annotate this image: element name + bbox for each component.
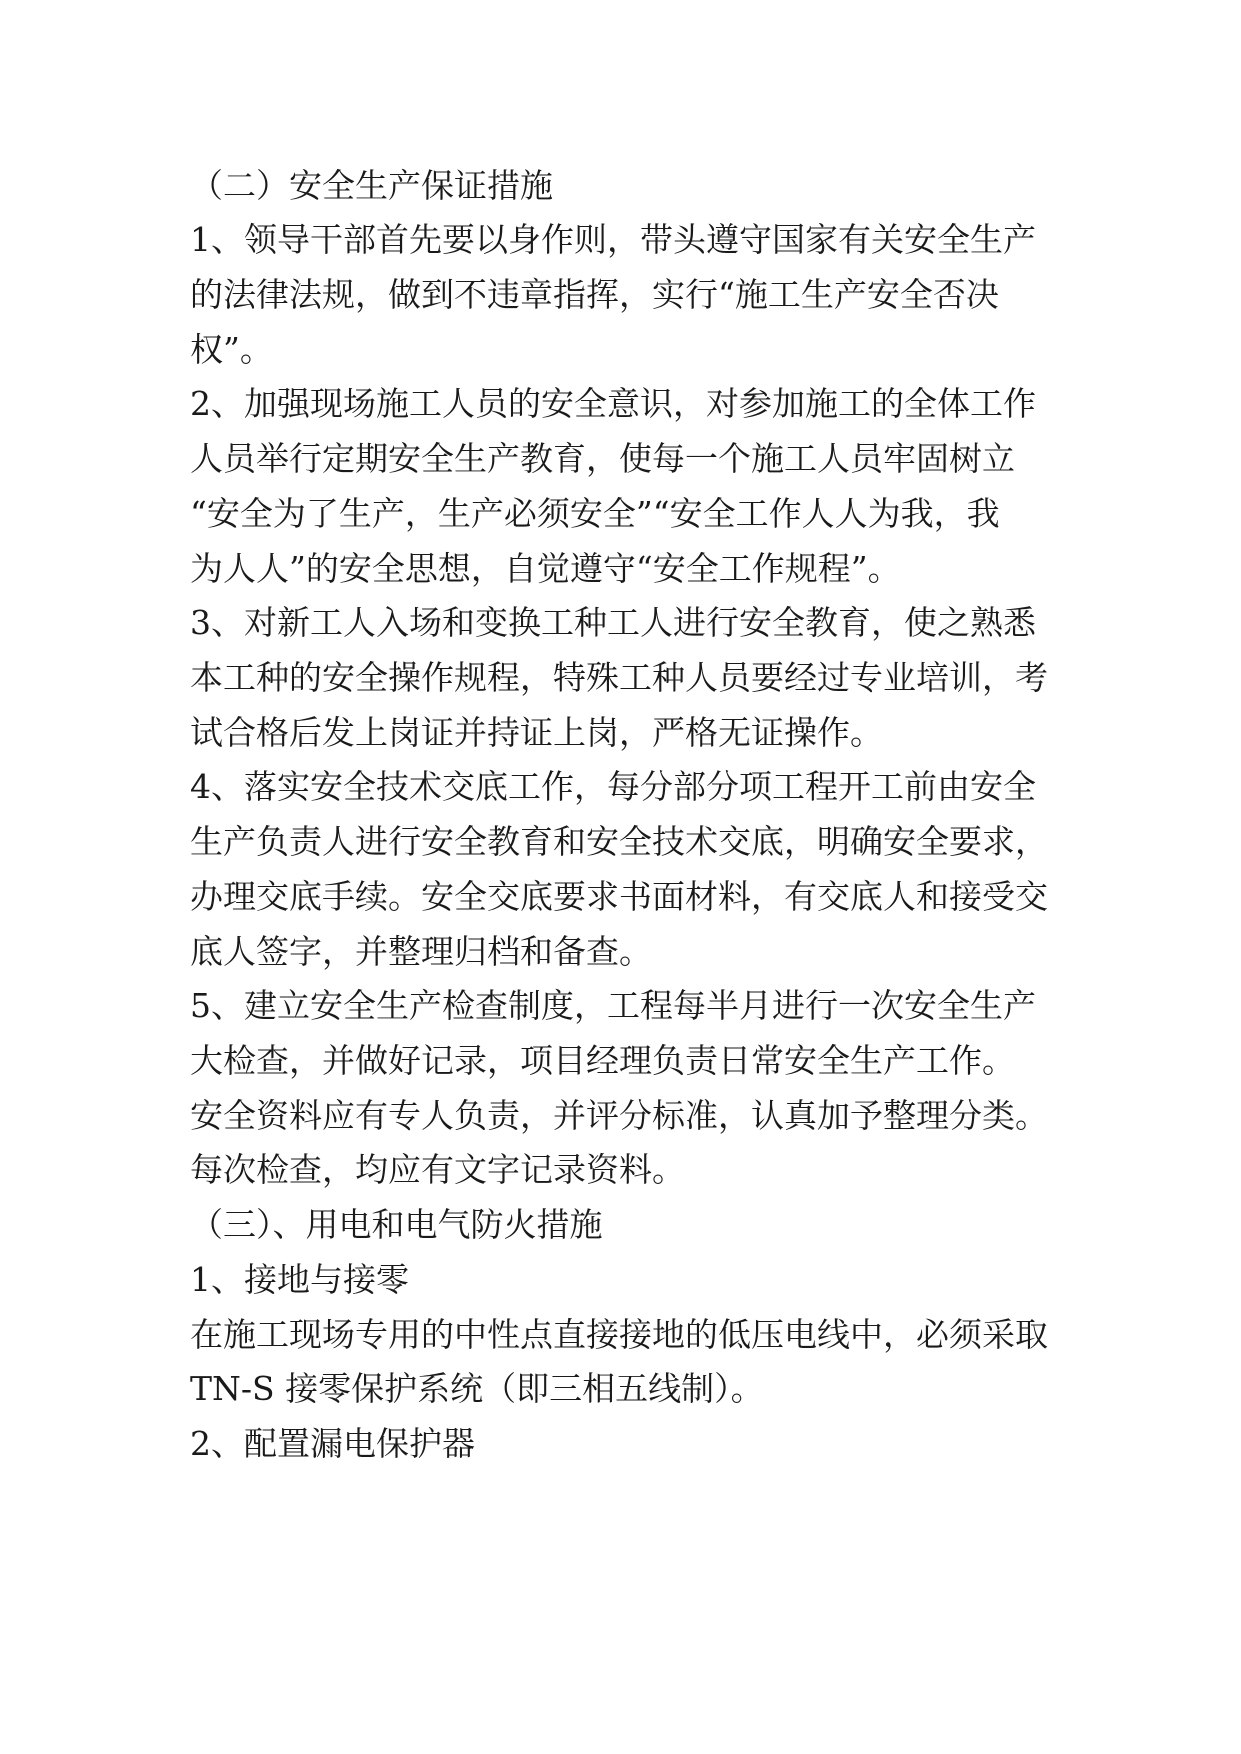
text-line: 底人签字，并整理归档和备查。 xyxy=(190,932,652,971)
text-line: 在施工现场专用的中性点直接接地的低压电线中，必须采取 xyxy=(190,1315,1048,1354)
text-line: 2、配置漏电保护器 xyxy=(190,1424,475,1463)
text-line: 人员举行定期安全生产教育，使每一个施工人员牢固树立 xyxy=(190,439,1015,478)
text-line: 为人人”的安全思想，自觉遵守“安全工作规程”。 xyxy=(190,549,901,588)
text-line: 大检查，并做好记录，项目经理负责日常安全生产工作。 xyxy=(190,1041,1015,1080)
text-line: 5、建立安全生产检查制度，工程每半月进行一次安全生产 xyxy=(190,986,1036,1025)
section-heading: （二）安全生产保证措施 xyxy=(190,166,553,205)
text-line: 试合格后发上岗证并持证上岗，严格无证操作。 xyxy=(190,713,883,752)
text-line: 权”。 xyxy=(190,330,273,369)
text-line: 1、接地与接零 xyxy=(190,1260,409,1299)
text-line: 办理交底手续。安全交底要求书面材料，有交底人和接受交 xyxy=(190,877,1048,916)
section-heading: （三）、用电和电气防火措施 xyxy=(190,1205,603,1244)
text-line: 安全资料应有专人负责，并评分标准，认真加予整理分类。 xyxy=(190,1096,1048,1135)
text-line: 本工种的安全操作规程，特殊工种人员要经过专业培训，考 xyxy=(190,658,1048,697)
text-line: “安全为了生产，生产必须安全”“安全工作人人为我，我 xyxy=(190,494,1000,533)
text-line: 每次检查，均应有文字记录资料。 xyxy=(190,1150,685,1189)
text-line: 3、对新工人入场和变换工种工人进行安全教育，使之熟悉 xyxy=(190,603,1036,642)
text-line: 4、落实安全技术交底工作，每分部分项工程开工前由安全 xyxy=(190,767,1036,806)
text-line: 生产负责人进行安全教育和安全技术交底，明确安全要求， xyxy=(190,822,1048,861)
text-line: 2、加强现场施工人员的安全意识，对参加施工的全体工作 xyxy=(190,384,1036,423)
text-line: 1、领导干部首先要以身作则，带头遵守国家有关安全生产 xyxy=(190,220,1036,259)
text-line: TN-S 接零保护系统（即三相五线制）。 xyxy=(190,1369,764,1408)
text-line: 的法律法规，做到不违章指挥，实行“施工生产安全否决 xyxy=(190,275,999,314)
